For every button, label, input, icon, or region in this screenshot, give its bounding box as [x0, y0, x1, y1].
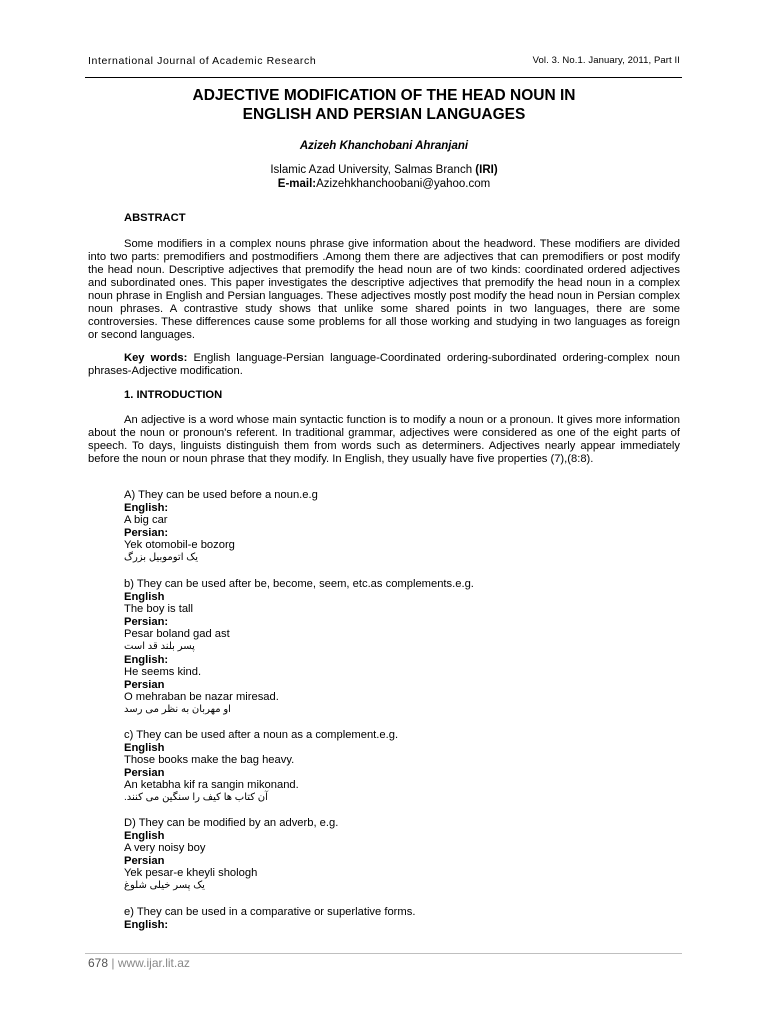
keywords-text: English language-Persian language-Coordinated ordering-subordinated ordering-complex noun phrases-Adjective modification.: [88, 352, 680, 377]
journal-name: International Journal of Academic Research: [88, 55, 317, 67]
example-b-en-2: He seems kind.: [124, 666, 202, 679]
footer-url[interactable]: www.ijar.lit.az: [117, 956, 190, 970]
example-b-en-label: English: [124, 590, 165, 603]
example-c-fa-script: آن کتاب ها کیف را سنگین می کنند.: [124, 791, 268, 803]
keywords-label: Key words:: [124, 352, 188, 364]
example-c-fa-label: Persian: [124, 766, 165, 779]
example-b-fa-translit: Pesar boland gad ast: [124, 628, 230, 641]
example-e: [124, 906, 680, 931]
header-rule: [85, 77, 682, 78]
footer-rule: [85, 953, 682, 954]
example-b-fa-label: Persian:: [124, 615, 169, 628]
abstract-text: Some modifiers in a complex nouns phrase give information about the headword. These modifiers are divided into two parts: premodifiers and postmodifiers .Among them there are adjectives that can premodifiers or post modify the head noun. Descriptive adjectives that premodify the head noun are of two kinds: coordinated ordered adjectives and subordinated ones. This paper investigates the descriptive adjectives that premodify the head noun in a complex noun phrase in English and Persian languages. These adjectives mostly post modify the head noun in Persian complex noun phrases. A contrastive study shows that unlike some shared points in two languages, there are some controversies. These differences cause some problems for all those working and studying in two languages as foreign or second languages.: [88, 238, 680, 341]
introduction-text: An adjective is a word whose main syntactic function is to modify a noun or a pronoun. It gives more information about the noun or pronoun's referent. In traditional grammar, adjectives were considered as one of the eight parts of speech. To days, linguists distinguish them from words such as determiners. Adjectives nearly appear immediately before the noun or noun phrase that they modify. In English, they usually have five properties (7),(8:8).: [88, 414, 680, 465]
example-c: [124, 729, 680, 805]
example-a: [124, 489, 680, 565]
affiliation: [88, 163, 680, 191]
example-b-en-label-2: English:: [124, 653, 169, 666]
example-c-en: Those books make the bag heavy.: [124, 754, 295, 767]
example-b: [124, 578, 680, 717]
introduction-heading: 1. INTRODUCTION: [124, 389, 223, 401]
example-d-fa-script: یک پسر خیلی شلوغ: [124, 879, 205, 891]
institution: Islamic Azad University, Salmas Branch: [270, 164, 473, 176]
example-e-intro: e) They can be used in a comparative or superlative forms.: [124, 906, 416, 918]
example-d-en-label: English: [124, 829, 165, 842]
email: Azizehkhanchoobani@yahoo.com: [316, 178, 491, 190]
page-footer: [88, 956, 190, 970]
keywords: [88, 352, 680, 378]
example-c-en-label: English: [124, 741, 165, 754]
example-b-intro: b) They can be used after be, become, seem, etc.as complements.e.g.: [124, 578, 474, 590]
example-a-fa-script: یک اتوموبیل بزرگ: [124, 551, 198, 563]
email-label: E-mail:: [277, 178, 317, 190]
example-b-fa-script-2: او مهربان به نظر می رسد: [124, 703, 231, 715]
country: (IRI): [475, 164, 498, 176]
example-c-intro: c) They can be used after a noun as a complement.e.g.: [124, 729, 399, 741]
issue-info: Vol. 3. No.1. January, 2011, Part II: [532, 55, 680, 66]
example-a-en: A big car: [124, 514, 168, 527]
example-a-intro: A) They can be used before a noun.e.g: [124, 489, 318, 501]
example-a-fa-translit: Yek otomobil-e bozorg: [124, 539, 235, 552]
example-d-fa-label: Persian: [124, 854, 165, 867]
example-c-fa-translit: An ketabha kif ra sangin mikonand.: [124, 779, 299, 792]
page-number: 678: [88, 956, 109, 970]
example-b-fa-label-2: Persian: [124, 678, 165, 691]
example-d: [124, 817, 680, 893]
author-name: Azizeh Khanchobani Ahranjani: [299, 140, 469, 152]
example-b-fa-script: پسر بلند قد است: [124, 640, 195, 652]
paper-title: [88, 86, 680, 124]
example-d-intro: D) They can be modified by an adverb, e.g.: [124, 817, 339, 829]
example-d-en: A very noisy boy: [124, 842, 206, 855]
title-line-1: ADJECTIVE MODIFICATION OF THE HEAD NOUN IN: [192, 87, 576, 104]
abstract-heading: ABSTRACT: [124, 212, 186, 224]
footer-separator: |: [111, 956, 115, 970]
example-a-fa-label: Persian:: [124, 526, 169, 539]
example-e-en-label: English:: [124, 918, 169, 931]
example-d-fa-translit: Yek pesar-e kheyli shologh: [124, 867, 258, 880]
title-line-2: ENGLISH AND PERSIAN LANGUAGES: [242, 106, 526, 123]
example-a-en-label: English:: [124, 501, 169, 514]
example-b-fa-translit-2: O mehraban be nazar miresad.: [124, 691, 279, 704]
example-b-en: The boy is tall: [124, 603, 194, 616]
